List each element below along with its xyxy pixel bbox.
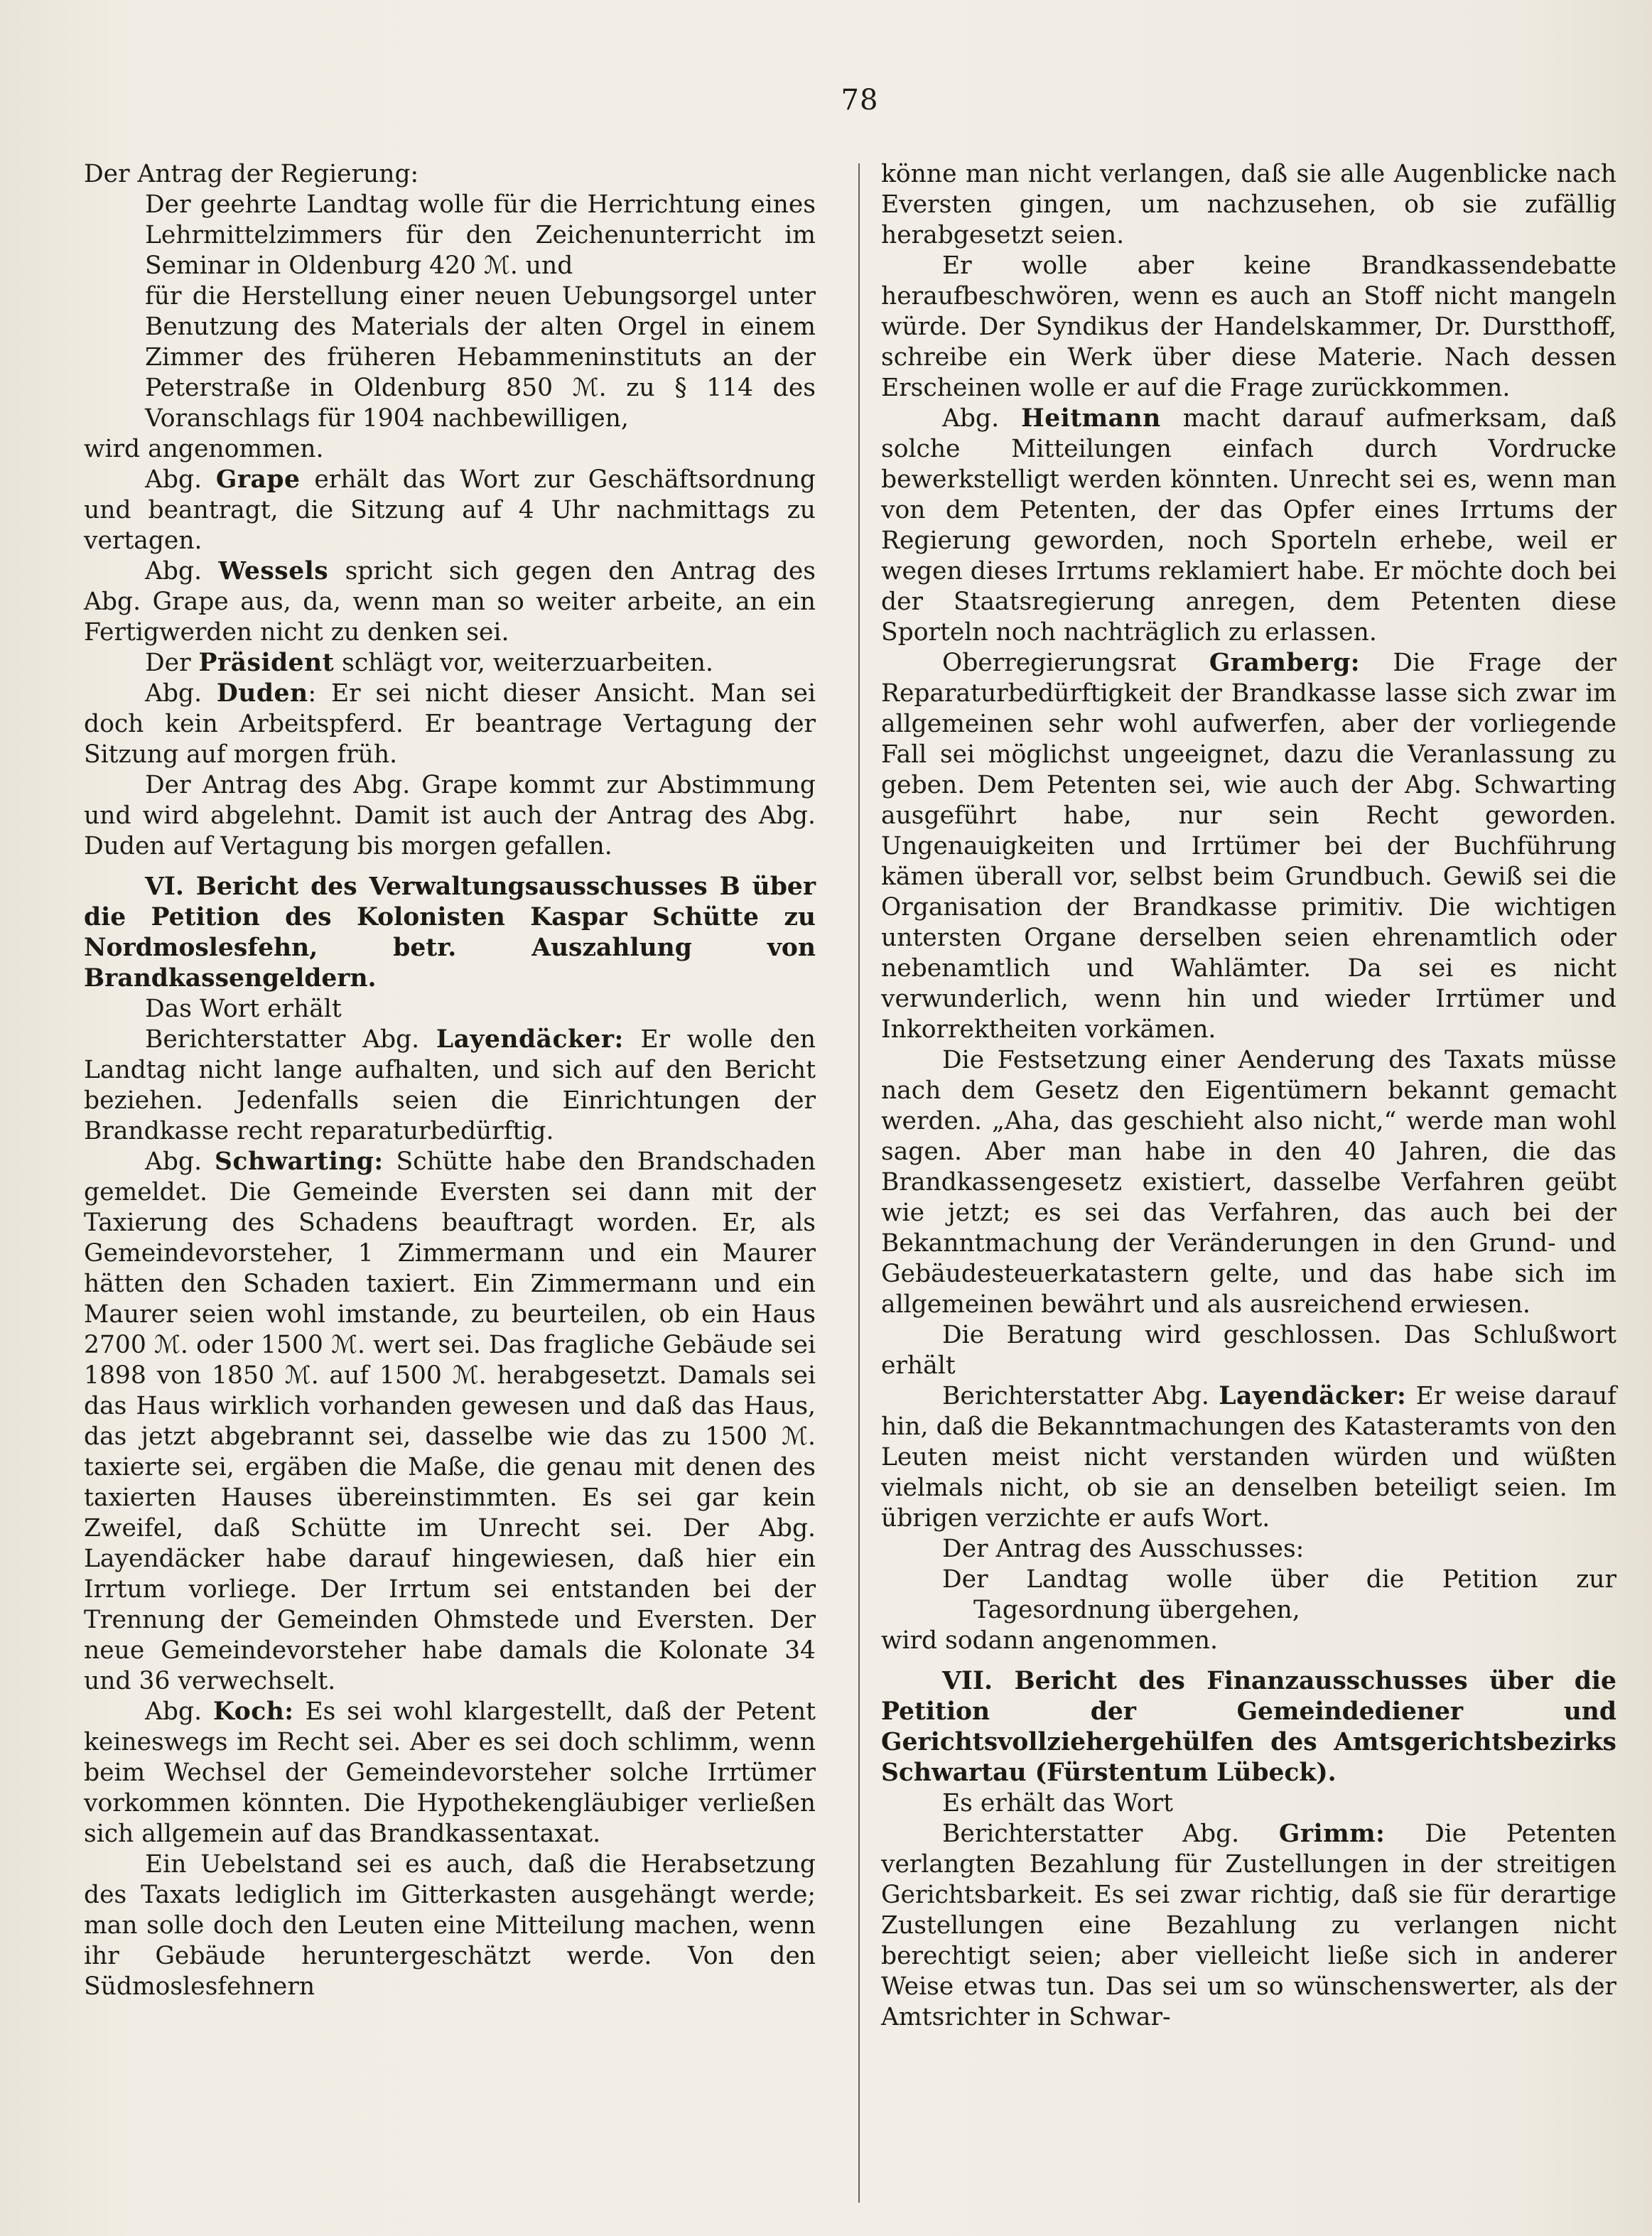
paragraph (84, 190, 816, 281)
paragraph-text: Er wolle aber keine Brandkassendebatte heraufbeschwören, wenn es auch an Stoff nicht mangeln würde. Der Syndikus der Handelskammer, Dr. Durstthoff, schreibe ein Werk über diese Materie. Nach dessen Erscheinen wolle er auf die Frage zurückkommen. (881, 252, 1616, 402)
paragraph-text: Die Frage der Reparaturbedürftigkeit der Brandkasse lasse sich zwar im allgemeinen sehr wohl aufwerfen, aber der vorliegende Fall sei möglichst ungeeignet, dazu die Veranlassung zu geben. Dem Petenten sei, wie auch der Abg. Schwarting ausgeführt habe, nur sein Recht geworden. Ungenauigkeiten und Irrtümer bei der Buchführung kämen überall vor, selbst beim Grundbuch. Gewiß sei die Organisation der Brandkasse primitiv. Die wichtigen untersten Organe derselben seien ehrenamtlich oder nebenamtlich und Wahlämter. Da sei es nicht verwunderlich, wenn hin und wieder Irrtümer und Inkorrektheiten vorkämen. (881, 649, 1616, 1044)
paragraph (84, 1697, 816, 1849)
paragraph-text: spricht sich gegen den Antrag des Abg. Grape aus, da, wenn man so weiter arbeite, an ein Fertigwerden nicht zu denken sei. (84, 557, 816, 647)
paragraph (881, 648, 1616, 1045)
paragraph-text: Der geehrte Landtag wolle für die Herrichtung eines Lehrmittelzimmers für den Zeichenunterricht im Seminar in Oldenburg 420 ℳ. und (145, 190, 816, 280)
paragraph (881, 1320, 1616, 1381)
paragraph-text: Er wolle den Landtag nicht lange aufhalten, und sich auf den Bericht beziehen. Jedenfalls seien die Einrichtungen der Brandkasse recht reparaturbedürftig. (84, 1025, 816, 1145)
paragraph-text: schlägt vor, weiterzuarbeiten. (334, 649, 713, 677)
speaker-name: Wessels (218, 557, 329, 585)
paragraph-text: Es erhält das Wort (942, 1789, 1173, 1818)
page-number: 78 (841, 84, 879, 117)
paragraph (84, 465, 816, 556)
speaker-name: Duden (216, 679, 308, 708)
paragraph (84, 159, 816, 190)
speaker-name: Grimm: (1278, 1820, 1386, 1848)
speaker-prefix: Abg. (145, 465, 216, 494)
paragraph (881, 1045, 1616, 1320)
paragraph-text: Die Festsetzung einer Aenderung des Taxats müsse nach dem Gesetz den Eigentümern bekannt gemacht werden. „Aha, das geschieht also nicht,“ werde man wohl sagen. Aber man habe in den 40 Jahren, die das Brandkassengesetz existiert, dasselbe Verfahren geübt wie jetzt; es sei das Verfahren, das auch bei der Bekanntmachung der Veränderungen in den Grund- und Gebäudesteuerkatastern gelte, und das habe sich im allgemeinen bewährt und als ausreichend erwiesen. (881, 1046, 1616, 1319)
speaker-prefix: Der (145, 649, 199, 677)
paragraph (84, 1147, 816, 1697)
paragraph-text: wird sodann angenommen. (881, 1626, 1218, 1655)
paragraph-text: wird angenommen. (84, 435, 324, 463)
paragraph (881, 1819, 1616, 2033)
speaker-name: Heitmann (1021, 404, 1161, 433)
paragraph (84, 770, 816, 862)
paragraph (84, 1025, 816, 1147)
paragraph (84, 1849, 816, 2002)
paragraph-text: Der Landtag wolle über die Petition zur Tagesordnung übergehen, (942, 1565, 1616, 1624)
paragraph-text: Der Antrag des Ausschusses: (942, 1535, 1305, 1563)
speaker-name: Grape (215, 465, 301, 494)
section-heading (84, 872, 816, 994)
column-divider (858, 163, 860, 2203)
paragraph-text: Ein Uebelstand sei es auch, daß die Herabsetzung des Taxats lediglich im Gitterkasten ausgehängt werde; man solle doch den Leuten eine Mitteilung machen, wenn ihr Gebäude heruntergeschätzt werde. Von den Südmoslesfehnern (84, 1850, 816, 2001)
paragraph (84, 281, 816, 434)
speaker-name: Layendäcker: (436, 1025, 624, 1054)
paragraph (84, 994, 816, 1025)
paragraph (84, 434, 816, 465)
paragraph-text: Schütte habe den Brandschaden gemeldet. Die Gemeinde Eversten sei dann mit der Taxierung des Schadens beauftragt worden. Er, als Gemeindevorsteher, 1 Zimmermann und ein Maurer hätten den Schaden taxiert. Ein Zimmermann und ein Maurer seien wohl imstande, zu beurteilen, ob ein Haus 2700 ℳ. oder 1500 ℳ. wert sei. Das fragliche Gebäude sei 1898 von 1850 ℳ. auf 1500 ℳ. herabgesetzt. Damals sei das Haus wirklich vorhanden gewesen und daß das Haus, das jetzt abgebrannt sei, dasselbe wie das zu 1500 ℳ. taxierte sei, ergäben die Maße, die genau mit denen des taxierten Hauses übereinstimmten. Es sei gar kein Zweifel, daß Schütte im Unrecht sei. Der Abg. Layendäcker habe darauf hingewiesen, daß hier ein Irrtum vorliege. Der Irrtum sei entstanden bei der Trennung der Gemeinden Ohmstede und Eversten. Der neue Gemeindevorsteher habe damals die Kolonate 34 und 36 verwechselt. (84, 1147, 816, 1695)
speaker-prefix: Berichterstatter Abg. (145, 1025, 436, 1054)
paragraph-text: Die Beratung wird geschlossen. Das Schlußwort erhält (881, 1321, 1616, 1380)
section-heading (881, 1666, 1616, 1788)
left-column (84, 159, 816, 2002)
paragraph-text: macht darauf aufmerksam, daß solche Mitteilungen einfach durch Vordrucke bewerkstelligt werden könnten. Unrecht sei es, wenn man von dem Petenten, der das Opfer eines Irrtums der Regierung geworden, noch Sporteln erhebe, weil er wegen dieses Irrtums reklamiert habe. Er möchte doch bei der Staatsregierung anregen, dem Petenten diese Sporteln noch nachträglich zu erlassen. (881, 404, 1616, 647)
speaker-prefix: Berichterstatter Abg. (942, 1820, 1279, 1848)
speaker-prefix: Abg. (145, 1147, 215, 1176)
paragraph (84, 679, 816, 770)
paragraph-text: Es sei wohl klargestellt, daß der Petent keineswegs im Recht sei. Aber es sei doch schlimm, wenn beim Wechsel der Gemeindevorsteher solche Irrtümer vorkommen könnten. Die Hypothekengläubiger verließen sich allgemein auf das Brandkassentaxat. (84, 1697, 816, 1848)
paragraph (881, 1626, 1616, 1656)
speaker-prefix: Abg. (145, 679, 217, 708)
paragraph (881, 404, 1616, 648)
speaker-name: Schwarting: (214, 1147, 384, 1176)
paragraph-text: erhält das Wort zur Geschäftsordnung und beantragt, die Sitzung auf 4 Uhr nachmittags zu vertagen. (84, 465, 816, 555)
paragraph-text: Er weise darauf hin, daß die Bekanntmachungen des Katasteramts von den Leuten meist nicht verstanden würden und wüßten vielmals nicht, ob sie an denselben beteiligt seien. Im übrigen verzichte er aufs Wort. (881, 1382, 1616, 1533)
paragraph-text: Das Wort erhält (145, 995, 342, 1023)
paragraph (881, 1381, 1616, 1534)
paragraph-text: könne man nicht verlangen, daß sie alle Augenblicke nach Eversten gingen, um nachzusehen, ob sie zufällig herabgesetzt seien. (881, 160, 1616, 249)
speaker-prefix: Berichterstatter Abg. (942, 1382, 1219, 1410)
paragraph (881, 159, 1616, 251)
speaker-name: Präsident (198, 649, 335, 677)
paragraph (881, 1788, 1616, 1819)
speaker-name: Layendäcker: (1219, 1382, 1407, 1410)
paragraph-text: Der Antrag des Abg. Grape kommt zur Abstimmung und wird abgelehnt. Damit ist auch der Antrag des Abg. Duden auf Vertagung bis morgen gefallen. (84, 771, 816, 860)
paragraph-text: für die Herstellung einer neuen Uebungsorgel unter Benutzung des Materials der alten Orgel in einem Zimmer des früheren Hebammeninstituts an der Peterstraße in Oldenburg 850 ℳ. zu § 114 des Voranschlags für 1904 nachbewilligen, (145, 282, 816, 433)
right-column (881, 159, 1616, 2033)
speaker-prefix: Abg. (942, 404, 1022, 433)
paragraph-text: VII. Bericht des Finanzausschusses über die Petition der Gemeindediener und Gerichtsvollziehergehülfen des Amtsgerichtsbezirks Schwartau (Fürstentum Lübeck). (881, 1667, 1616, 1787)
speaker-name: Gramberg: (1209, 649, 1360, 677)
paragraph (84, 556, 816, 648)
speaker-name: Koch: (212, 1697, 294, 1726)
paragraph (881, 1565, 1616, 1626)
paragraph-text: : Er sei nicht dieser Ansicht. Man sei doch kein Arbeitspferd. Er beantrage Vertagung der Sitzung auf morgen früh. (84, 679, 816, 769)
paragraph (84, 648, 816, 679)
paragraph-text: Der Antrag der Regierung: (84, 160, 419, 188)
paragraph-text: Die Petenten verlangten Bezahlung für Zustellungen in der streitigen Gerichtsbarkeit. Es sei zwar richtig, daß sie für derartige Zustellungen eine Bezahlung zu verlangen nicht berechtigt seien; aber vielleicht ließe sich in anderer Weise etwas tun. Das sei um so wünschenswerter, als der Amtsrichter in Schwar- (881, 1820, 1616, 2031)
paragraph (881, 1534, 1616, 1565)
speaker-prefix: Abg. (145, 557, 219, 585)
paragraph-text: VI. Bericht des Verwaltungsausschusses B über die Petition des Kolonisten Kaspar Schütte zu Nordmoslesfehn, betr. Auszahlung von Brandkassengeldern. (84, 873, 816, 993)
paragraph (881, 251, 1616, 404)
speaker-prefix: Oberregierungsrat (942, 649, 1209, 677)
speaker-prefix: Abg. (145, 1697, 213, 1726)
